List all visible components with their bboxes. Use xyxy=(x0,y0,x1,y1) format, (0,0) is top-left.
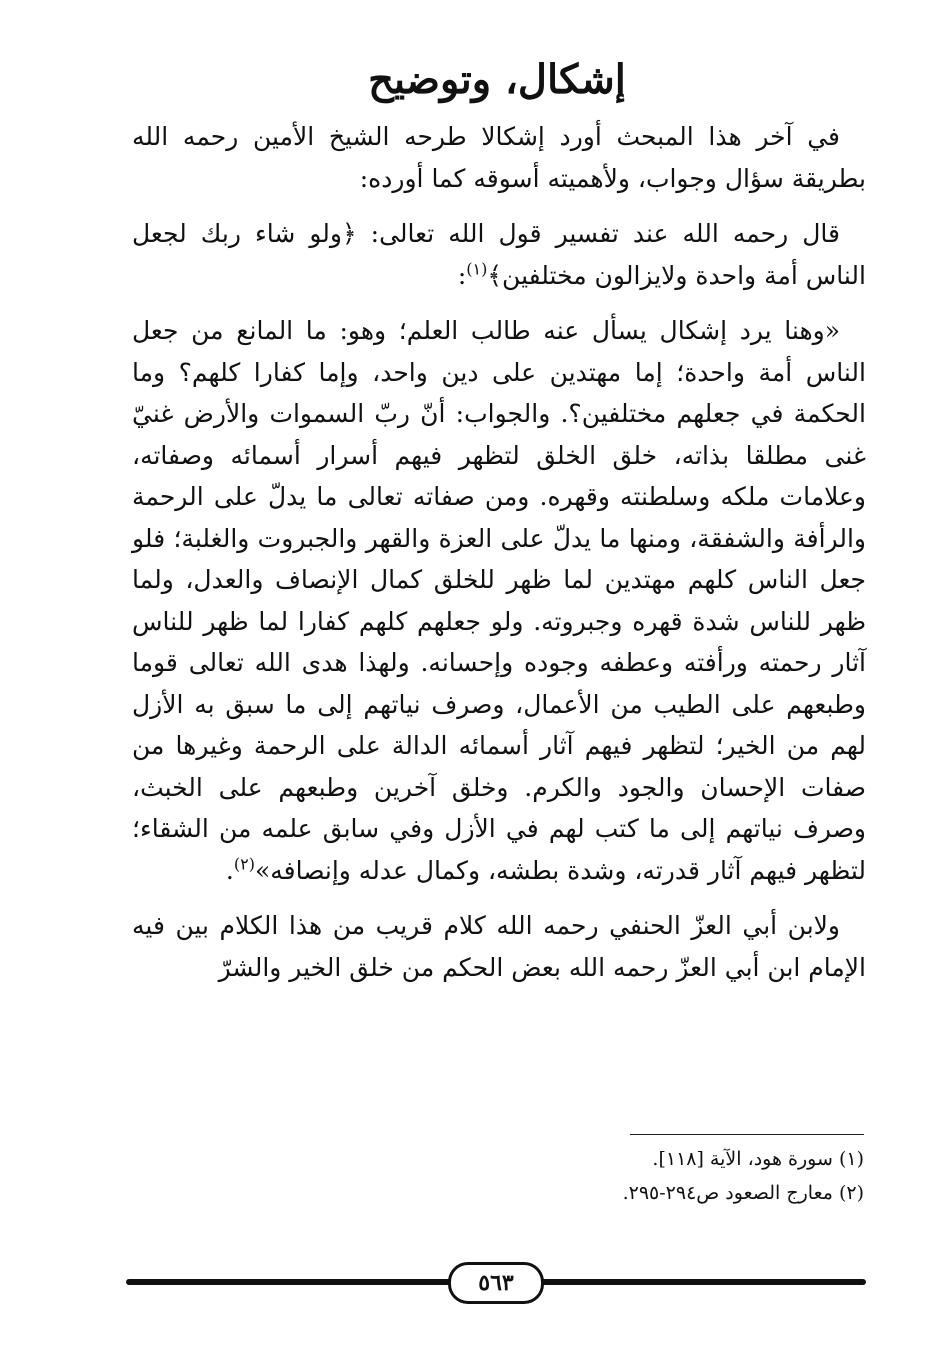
paragraph-quotation xyxy=(132,310,866,891)
footnote-ref: (١) xyxy=(466,259,488,279)
paragraph-text: قال رحمه الله عند تفسير قول الله تعالى: ﴿ولو شاء ربك لجعل الناس أمة واحدة ولايزالون مختلفين﴾ xyxy=(132,219,866,290)
paragraph-quote-intro xyxy=(132,213,866,296)
footnote-divider xyxy=(630,1134,864,1135)
body-text xyxy=(132,116,866,1002)
paragraph-intro xyxy=(132,116,866,199)
page-title: إشكال، وتوضيح xyxy=(368,56,626,103)
paragraph-tail: . xyxy=(225,855,234,885)
paragraph-text: ولابن أبي العزّ الحنفي رحمه الله كلام قريب من هذا الكلام بين فيه الإمام ابن أبي العزّ رحمه الله بعض الحكم من خلق الخير والشرّ xyxy=(132,911,866,982)
paragraph-text: «وهنا يرد إشكال يسأل عنه طالب العلم؛ وهو: ما المانع من جعل الناس أمة واحدة؛ إما مهتدين على دين واحد، وإما كفارا كلهم؟ وما الحكمة في جعلهم مختلفين؟. والجواب: أنّ ربّ السموات والأرض غنيّ غنى مطلقا بذاته، خلق الخلق لتظهر فيهم أسرار أسمائه وصفاته، وعلامات ملكه وسلطنته وقهره. ومن صفاته تعالى ما يدلّ على الرحمة والرأفة والشفقة، ومنها ما يدلّ على العزة والقهر والجبروت والغلبة؛ فلو جعل الناس كلهم مهتدين لما ظهر للخلق كمال الإنصاف والعدل، ولما ظهر للناس شدة قهره وجبروته. ولو جعلهم كلهم كفارا لما ظهر للناس آثار رحمته ورأفته وعطفه وجوده وإحسانه. ولهذا هدى الله تعالى قوما وطبعهم على الطيب من الأعمال، وصرف نياتهم إلى ما سبق به الأزل لهم من الخير؛ لتظهر فيهم آثار أسمائه الدالة على الرحمة وغيرها من صفات الإحسان والجود والكرم. وخلق آخرين وطبعهم على الخبث، وصرف نياتهم إلى ما كتب لهم في الأزل وفي سابق علمه من الشقاء؛ لتظهر فيهم آثار قدرته، وشدة بطشه، وكمال عدله وإنصافه» xyxy=(132,316,866,885)
page-number: ٥٦٣ xyxy=(448,1262,544,1304)
footnotes xyxy=(264,1142,864,1210)
page-footer xyxy=(126,1262,866,1302)
paragraph-tail: : xyxy=(457,260,467,290)
footnote-2: (٢) معارج الصعود ص٢٩٤-٢٩٥. xyxy=(622,1182,864,1204)
footnote-1: (١) سورة هود، الآية [١١٨]. xyxy=(652,1148,864,1170)
paragraph-closing xyxy=(132,905,866,988)
footnote-ref: (٢) xyxy=(233,854,255,874)
paragraph-text: في آخر هذا المبحث أورد إشكالا طرحه الشيخ الأمين رحمه الله بطريقة سؤال وجواب، ولأهميته أسوقه كما أورده: xyxy=(132,122,866,193)
